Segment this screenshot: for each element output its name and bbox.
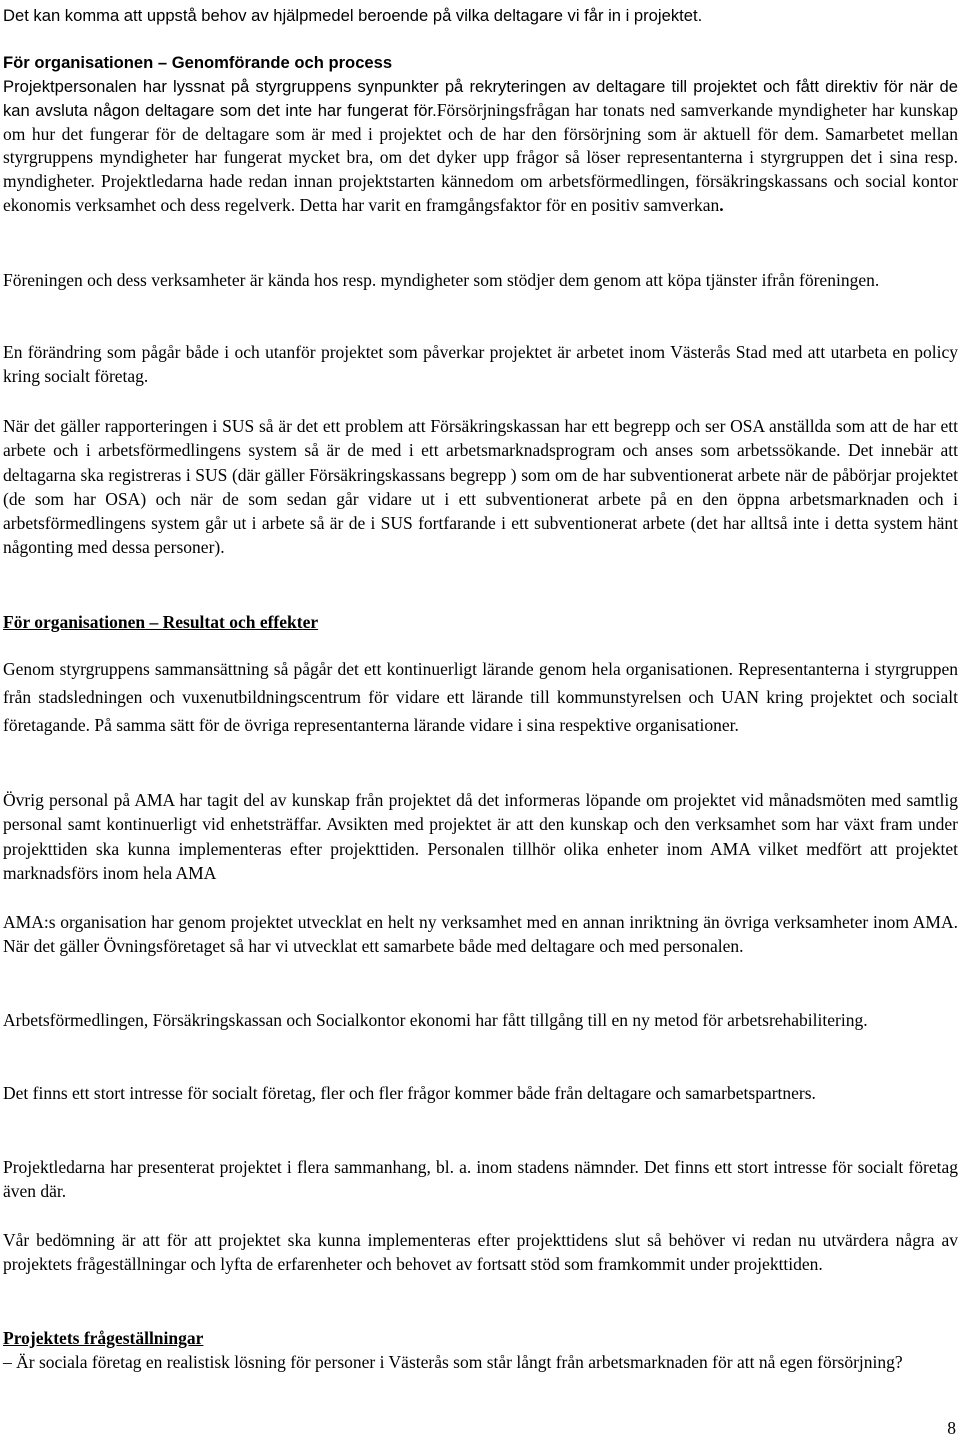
paragraph-projektpersonalen <box>3 75 958 218</box>
paragraph-samarbetet-end: . <box>719 194 724 215</box>
section-heading-resultat: För organisationen – Resultat och effekter <box>3 612 319 632</box>
paragraph-styrgruppens-sammansattning: Genom styrgruppens sammansättning så pågår det ett kontinuerligt lärande genom hela organisationen. Representanterna i styrgruppen från stadsledningen och vuxenutbildningscentrum för vidare ett lärande till kommunstyrelsen och UAN kring projektet och socialt företagande. På samma sätt för de övriga representanterna lärande vidare i sina respektive organisationer. <box>3 659 958 735</box>
paragraph-samarbetet: Samarbetet mellan styrgruppens myndigheter har fungerat mycket bra, om det dyker upp frågor så löser representanterna i styrgruppen det i sina resp. myndigheter. Projektledarna hade redan innan projektstarten kännedom om arbetsförmedlingen, försäkringskassans och social kontor ekonomis verksamhet och dess regelverk. Detta har varit en framgångsfaktor för en positiv samverkan <box>3 123 958 215</box>
paragraph-arbetsformedlingen: Arbetsförmedlingen, Försäkringskassan och Socialkontor ekonomi har fått tillgång till en ny metod för arbetsrehabilitering. <box>3 1010 868 1030</box>
paragraph-var-bedomning: Vår bedömning är att för att projektet ska kunna implementeras efter projekttidens slut så behöver vi redan nu utvärdera några av projektets frågeställningar och lyfta de erfarenheter och behovet av fortsatt stöd som framkommit under projekttiden. <box>3 1230 958 1275</box>
intro-line: Det kan komma att uppstå behov av hjälpmedel beroende på vilka deltagare vi får in i projektet. <box>3 6 703 25</box>
paragraph-forsorjningsfragan: Försörjningsfrågan har tonats ned samverkande myndigheter har kunskap om hur det fungerar för de deltagare som är med i projektet och de har den försörjning som är aktuell för dem. <box>3 99 958 144</box>
paragraph-ama-organisation: AMA:s organisation har genom projektet utvecklat en helt ny verksamhet med en annan inriktning än övriga verksamheter inom AMA. När det gäller Övningsföretaget så har vi utvecklat ett samarbete både med deltagare och med personalen. <box>3 912 958 957</box>
section-heading-fragestallningar: Projektets frågeställningar <box>3 1328 204 1348</box>
paragraph-ovrig-personal: Övrig personal på AMA har tagit del av kunskap från projektet då det informeras löpande om projektet vid månadsmöten med samtlig personal samt kontinuerligt vid enhetsträffar. Avsikten med projektet är att den kunskap och den verksamhet som har växt fram under projekttiden ska kunna implementeras efter projekttiden. Personalen tillhör olika enheter inom AMA vilket medfört att projektet marknadsförs inom hela AMA <box>3 790 958 883</box>
paragraph-rapporteringen-sus: När det gäller rapporteringen i SUS så är det ett problem att Försäkringskassan har ett begrepp och ser OSA anställda som att de har ett arbete och i arbetsförmedlingens system så är de med i ett arbetsmarknadsprogram och anses som arbetssökande. Det innebär att deltagarna ska registreras i SUS (där gäller Försäkringskassans begrepp ) som om de har subventionerat arbete när de påbörjar projektet (de som har OSA) och när de som sedan går vidare ut i ett subventionerat arbete på en den öppna arbetsmarknaden och i arbetsförmedlingens system går ut i arbete så är de i SUS fortfarande i ett subventionerat arbete (det har alltså inte i detta system hänt någonting med dessa personer). <box>3 416 958 558</box>
paragraph-projektledarna: Projektledarna har presenterat projektet i flera sammanhang, bl. a. inom stadens nämnder. Det finns ett stort intresse för socialt företag även där. <box>3 1157 958 1202</box>
paragraph-foreningen: Föreningen och dess verksamheter är kända hos resp. myndigheter som stödjer dem genom att köpa tjänster ifrån föreningen. <box>3 270 880 290</box>
page-number: 8 <box>947 1418 956 1438</box>
section-heading-genomforande: För organisationen – Genomförande och process <box>3 53 393 72</box>
paragraph-intresse-socialt-foretag: Det finns ett stort intresse för socialt företag, fler och fler frågor kommer både från deltagare och samarbetspartners. <box>3 1083 816 1103</box>
paragraph-forandring: En förändring som pågår både i och utanför projektet som påverkar projektet är arbetet inom Västerås Stad med att utarbeta en policy kring socialt företag. <box>3 342 958 387</box>
question-item: – Är sociala företag en realistisk lösning för personer i Västerås som står långt från arbetsmarknaden för att nå egen försörjning? <box>3 1352 903 1372</box>
paragraph-projektpersonalen-part1: Projektpersonalen har lyssnat på styrgruppens synpunkter på rekryteringen av deltagare till projektet och fått direktiv för när de kan avsluta någon deltagare som det inte har fungerat för. <box>3 77 958 120</box>
